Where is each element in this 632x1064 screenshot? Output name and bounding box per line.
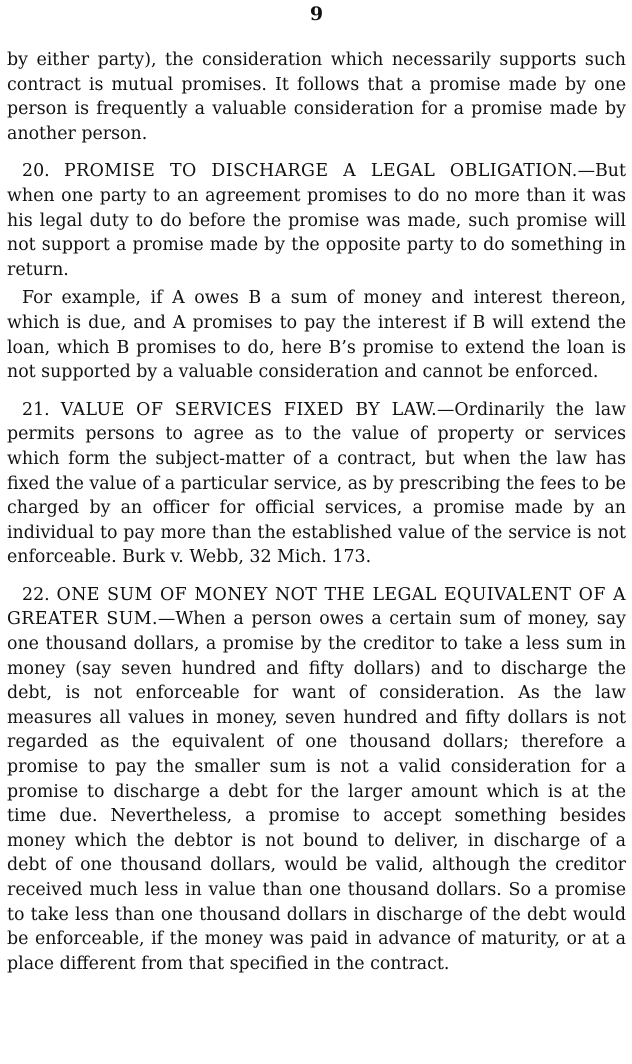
section-text: —But when one party to an agreement promises to do no more than it was his legal duty to do before the promise was made, such promise will not support a promise made by the opposite party to do something in return. [7, 161, 626, 280]
section-heading: ONE SUM OF MONEY NOT THE LEGAL EQUIVALENT OF A GREATER SUM. [7, 584, 626, 630]
example-paragraph [7, 286, 626, 384]
paragraph-text: For example, if A owes B a sum of money and interest thereon, which is due, and A promises to pay the interest if B will extend the loan, which B promises to do, here B’s promise to extend the loan is not supported by a valuable consideration and cannot be enforced. [7, 288, 626, 383]
section-number: 21. [22, 399, 50, 420]
section-number: 20. [22, 161, 50, 182]
page-number: 9 [309, 3, 324, 25]
section-21 [7, 398, 626, 570]
section-heading: VALUE OF SERVICES FIXED BY LAW. [60, 399, 437, 420]
section-text: —Ordinarily the law permits persons to agree as to the value of property or services which form the subject-matter of a contract, but when the law has fixed the value of a particular service, as by prescribing the fees to be charged by an officer for official services, a promise made by an individual to pay more than the established value of the service is not enforceable. Burk v. Webb, 32 Mich. 173. [7, 399, 626, 568]
paragraph-text: by either party), the consideration which necessarily supports such contract is mutual promises. It follows that a promise made by one person is frequently a valuable consideration for a promise made by another person. [7, 50, 626, 144]
paragraph-continuation [7, 48, 626, 146]
section-20 [7, 159, 626, 282]
section-text: —When a person owes a certain sum of money, say one thousand dollars, a promise by the creditor to take a less sum in money (say seven hundred and fifty dollars) and to discharge the debt, is not enforceable for want of consideration. As the law measures all values in money, seven hundred and fifty dollars is not regarded as the equivalent of one thousand dollars; therefore a promise to pay the smaller sum is not a valid consideration for a promise to discharge a debt for the larger amount which is at the time due. Nevertheless, a promise to accept something besides money which the debtor is not bound to deliver, in discharge of a debt of one thousand dollars, would be valid, although the creditor received much less in value than one thousand dollars. So a promise to take less than one thousand dollars in discharge of the debt would be enforceable, if the money was paid in advance of maturity, or at a place different from that specified in the contract. [7, 609, 626, 974]
section-22 [7, 583, 626, 977]
section-heading: PROMISE TO DISCHARGE A LEGAL OBLIGATION. [64, 161, 578, 182]
section-number: 22. [22, 584, 50, 605]
